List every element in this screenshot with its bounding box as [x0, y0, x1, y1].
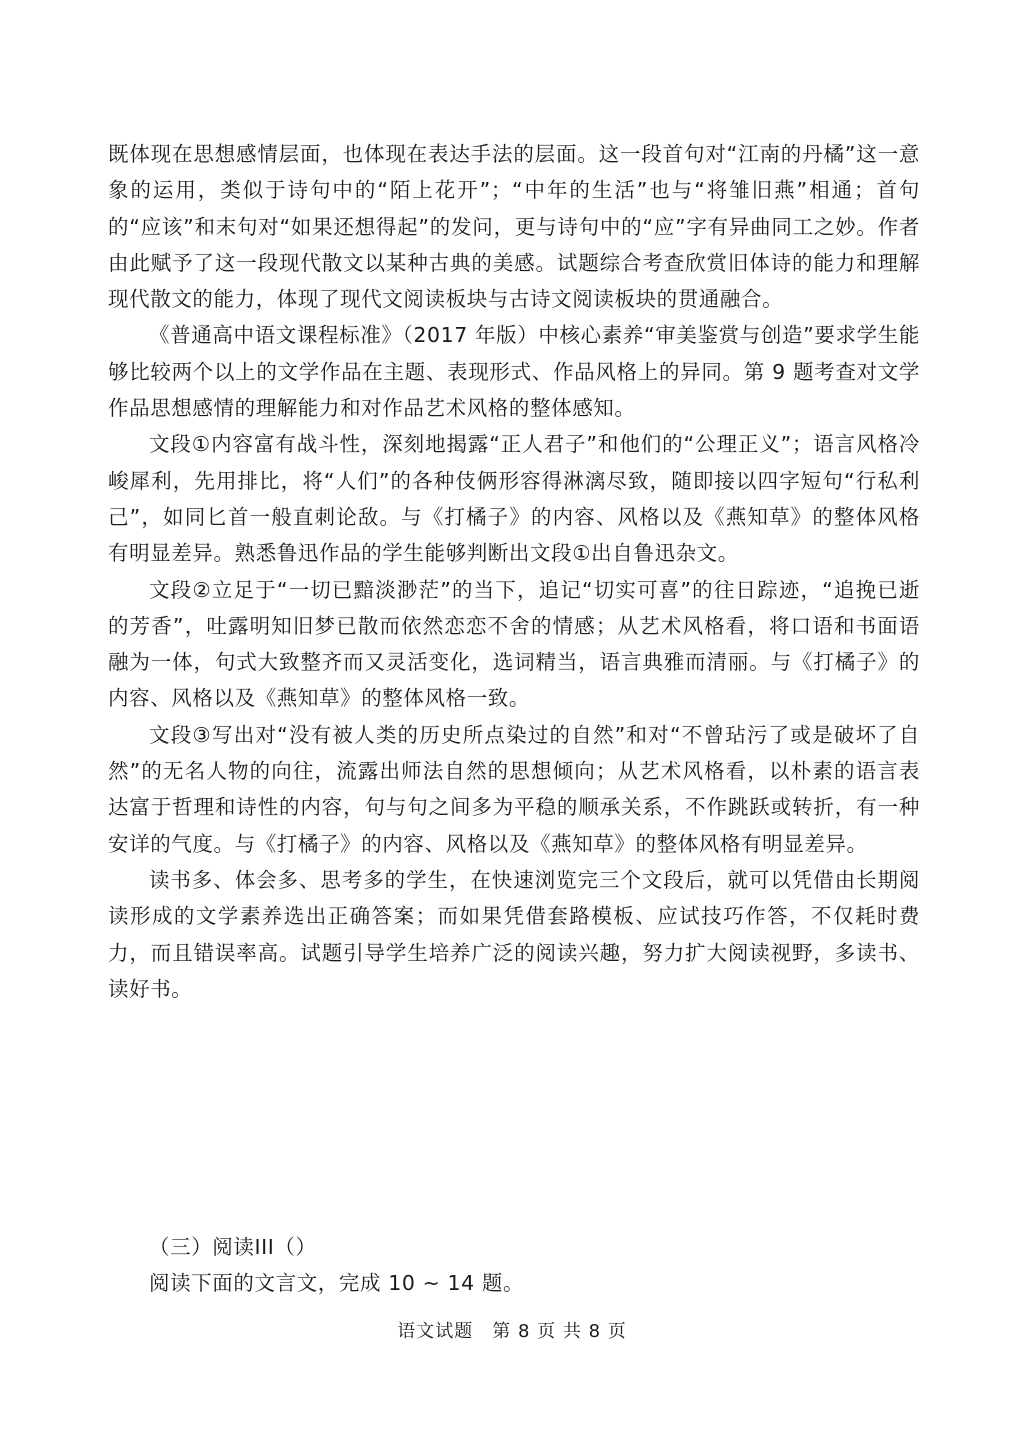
paragraph-excerpt-3: 文段③写出对“没有被人类的历史所点染过的自然”和对“不曾玷污了或是破坏了自然”的无名人物的向往，流露出师法自然的思想倾向；从艺术风格看，以朴素的语言表达富于哲理和诗性的内容，句与句之间多为平稳的顺承关系，不作跳跃或转折，有一种安详的气度。与《打橘子》的内容、风格以及《燕知草》的整体风格有明显差异。 [108, 722, 920, 856]
paragraph-curriculum-standard: 《普通高中语文课程标准》（2017 年版）中核心素养“审美鉴赏与创造”要求学生能够比较两个以上的文学作品在主题、表现形式、作品风格上的异同。第 9 题考查对文学作品思想感情的理解能力和对作品艺术风格的整体感知。 [108, 323, 920, 421]
paragraph-excerpt-1: 文段①内容富有战斗性，深刻地揭露“正人君子”和他们的“公理正义”；语言风格冷峻犀利，先用排比，将“人们”的各种伎俩形容得淋漓尽致，随即接以四字短句“行私利己”，如同匕首一般直刺论敌。与《打橘子》的内容、风格以及《燕知草》的整体风格有明显差异。熟悉鲁迅作品的学生能够判断出文段①出自鲁迅杂文。 [108, 432, 920, 566]
section-heading: （三）阅读III（） [149, 1235, 317, 1259]
paragraph-conclusion: 读书多、体会多、思考多的学生，在快速浏览完三个文段后，就可以凭借由长期阅读形成的文学素养选出正确答案；而如果凭借套路模板、应试技巧作答，不仅耗时费力，而且错误率高。试题引导学生培养广泛的阅读兴趣，努力扩大阅读视野，多读书、读好书。 [108, 867, 920, 1001]
paragraph-excerpt-2: 文段②立足于“一切已黯淡渺茫”的当下，追记“切实可喜”的往日踪迹，“追挽已逝的芳香”，吐露明知旧梦已散而依然恋恋不舍的情感；从艺术风格看，将口语和书面语融为一体，句式大致整齐而又灵活变化，选词精当，语言典雅而清丽。与《打橘子》的内容、风格以及《燕知草》的整体风格一致。 [108, 577, 920, 711]
paragraph-continuation: 既体现在思想感情层面，也体现在表达手法的层面。这一段首句对“江南的丹橘”这一意象的运用，类似于诗句中的“陌上花开”；“中年的生活”也与“将雏旧燕”相通；首句的“应该”和末句对“如果还想得起”的发问，更与诗句中的“应”字有异曲同工之妙。作者由此赋予了这一段现代散文以某种古典的美感。试题综合考查欣赏旧体诗的能力和理解现代散文的能力，体现了现代文阅读板块与古诗文阅读板块的贯通融合。 [108, 142, 920, 312]
section-instruction: 阅读下面的文言文，完成 10 ~ 14 题。 [149, 1271, 525, 1295]
commentary-body [108, 136, 920, 1007]
page-footer: 语文试题 第 8 页 共 8 页 [397, 1321, 627, 1342]
